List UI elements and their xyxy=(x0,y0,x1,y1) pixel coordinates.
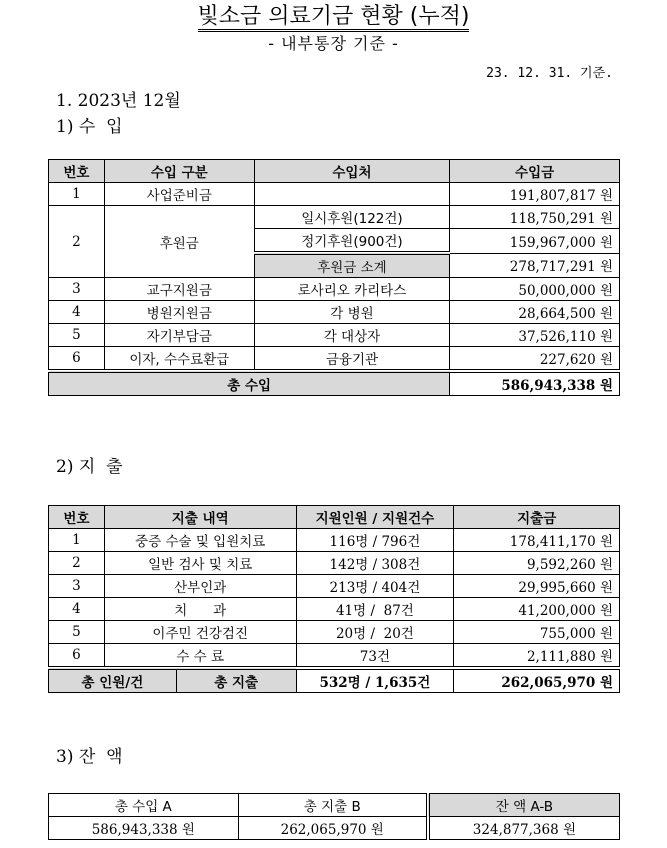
expense-table xyxy=(48,505,620,693)
table-row: 2 후원금 일시후원(122건) 118,750,291 원 xyxy=(49,206,620,229)
table-row: 6 이자, 수수료환급 금융기관 227,620 원 xyxy=(49,347,620,372)
as-of-date: 23. 12. 31. 기준. xyxy=(486,66,613,81)
col-header: 잔 액 A-B xyxy=(428,794,620,817)
col-header: 수입금 xyxy=(450,160,620,183)
balance-value: 324,877,368 원 xyxy=(428,817,620,840)
col-header: 번호 xyxy=(49,506,105,529)
table-row: 5 이주민 건강검진 20명 / 20건 755,000 원 xyxy=(49,621,620,644)
table-row: 4 병원지원금 각 병원 28,664,500 원 xyxy=(49,301,620,324)
total-count: 532명 / 1,635건 xyxy=(296,668,454,693)
total-expense-amount: 262,065,970 원 xyxy=(454,668,620,693)
expense-header-row xyxy=(49,506,620,529)
col-header: 수입 구분 xyxy=(104,160,254,183)
subtotal-row: 후원금 소계 278,717,291 원 xyxy=(49,253,620,278)
total-expense-value: 262,065,970 원 xyxy=(238,817,428,840)
table-row: 4 치 과 41명 / 87건 41,200,000 원 xyxy=(49,598,620,621)
col-header: 지원인원 / 지원건수 xyxy=(296,506,454,529)
table-row: 2 일반 검사 및 치료 142명 / 308건 9,592,260 원 xyxy=(49,552,620,575)
balance-heading: 3) 잔 액 xyxy=(56,747,123,767)
total-expense-label: 총 지출 xyxy=(176,668,296,693)
balance-value-row xyxy=(49,817,620,840)
table-row: 3 교구지원금 로사리오 카리타스 50,000,000 원 xyxy=(49,278,620,301)
total-income-value: 586,943,338 원 xyxy=(49,817,239,840)
total-people-label: 총 인원/건 xyxy=(49,668,177,693)
balance-table xyxy=(48,793,620,840)
page-title: 빛소금 의료기금 현황 (누적) xyxy=(0,4,667,30)
income-total-row xyxy=(49,371,620,396)
col-header: 수입처 xyxy=(254,160,450,183)
section-heading: 1. 2023년 12월 xyxy=(56,91,181,111)
table-row: 1 사업준비금 191,807,817 원 xyxy=(49,183,620,206)
col-header: 총 수입 A xyxy=(49,794,239,817)
table-row: 5 자기부담금 각 대상자 37,526,110 원 xyxy=(49,324,620,347)
income-header-row xyxy=(49,160,620,183)
col-header: 지출 내역 xyxy=(104,506,296,529)
income-heading: 1) 수 입 xyxy=(56,117,123,137)
total-income-label: 총 수입 xyxy=(49,371,450,396)
col-header: 총 지출 B xyxy=(238,794,428,817)
table-row: 3 산부인과 213명 / 404건 29,995,660 원 xyxy=(49,575,620,598)
col-header: 번호 xyxy=(49,160,105,183)
table-row: 1 중증 수술 및 입원치료 116명 / 796건 178,411,170 원 xyxy=(49,529,620,552)
table-row: 6 수 수 료 73건 2,111,880 원 xyxy=(49,644,620,669)
page-subtitle: - 내부통장 기준 - xyxy=(268,34,399,53)
col-header: 지출금 xyxy=(454,506,620,529)
expense-heading: 2) 지 출 xyxy=(56,457,123,477)
income-table xyxy=(48,159,620,396)
total-income-amount: 586,943,338 원 xyxy=(450,371,620,396)
table-row: 정기후원(900건) 159,967,000 원 xyxy=(49,229,620,254)
expense-total-row xyxy=(49,668,620,693)
balance-header-row xyxy=(49,794,620,817)
